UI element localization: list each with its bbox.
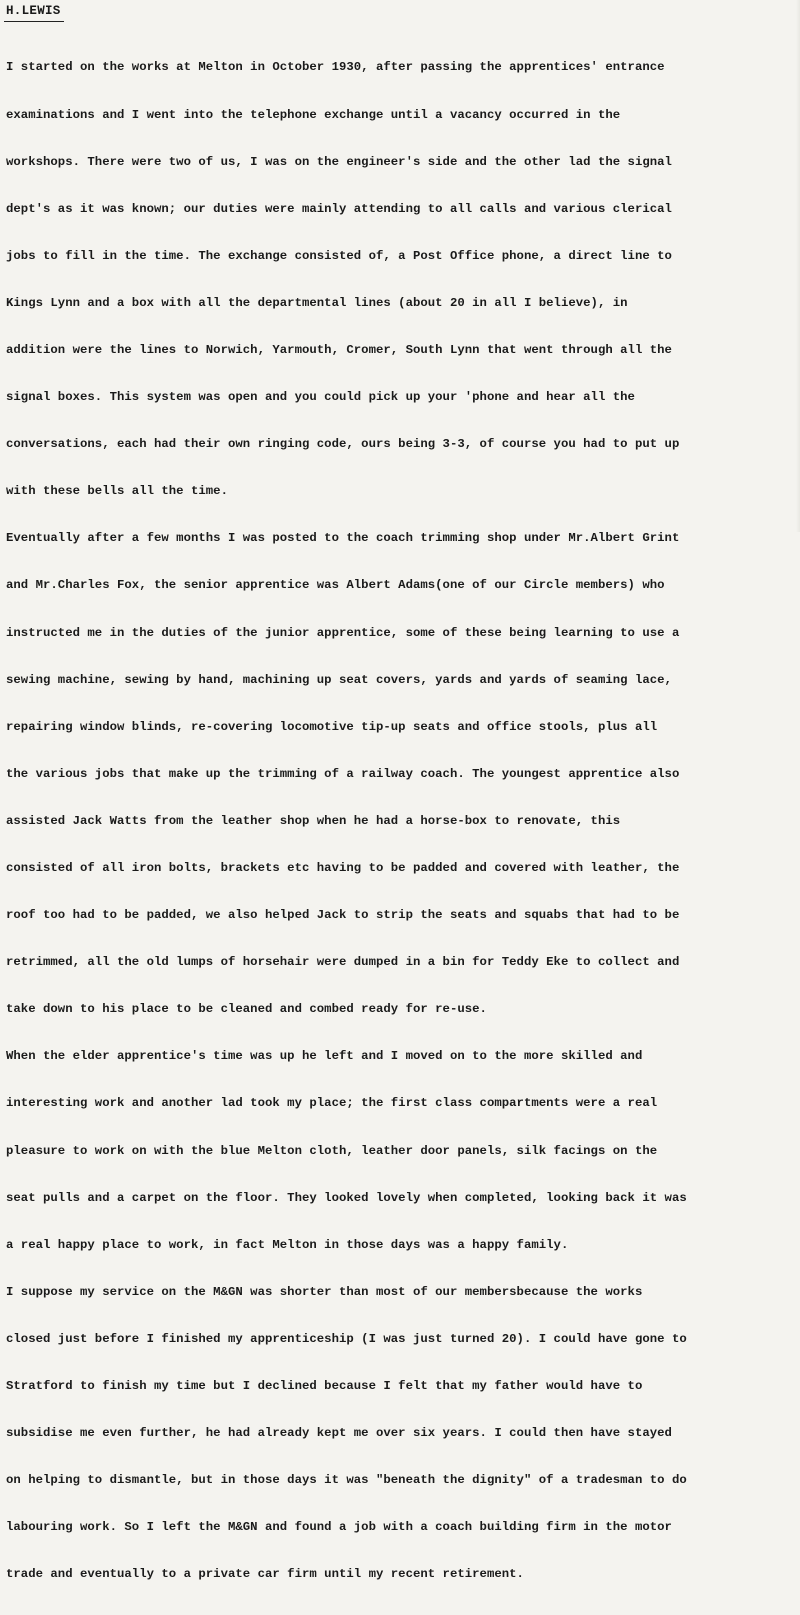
text-line: addition were the lines to Norwich, Yarmouth, Cromer, South Lynn that went through all the [6, 342, 672, 357]
text-line: workshops. There were two of us, I was on the engineer's side and the other lad the signal [6, 154, 672, 169]
text-line: instructed me in the duties of the junior apprentice, some of these being learning to use a [6, 625, 680, 640]
text-line: subsidise me even further, he had already kept me over six years. I could then have stayed [6, 1426, 672, 1441]
text-line: repairing window blinds, re-covering locomotive tip-up seats and office stools, plus all [6, 719, 658, 734]
text-line: signal boxes. This system was open and you could pick up your 'phone and hear all the [6, 390, 635, 405]
text-line: pleasure to work on with the blue Melton cloth, leather door panels, silk facings on the [6, 1143, 658, 1158]
text-line: dept's as it was known; our duties were mainly attending to all calls and various clerical [6, 201, 672, 216]
text-line: a real happy place to work, in fact Melton in those days was a happy family. [6, 1237, 569, 1252]
text-line: on helping to dismantle, but in those days it was "beneath the dignity" of a tradesman to do [6, 1473, 687, 1488]
text-line: interesting work and another lad took my place; the first class compartments were a real [6, 1096, 658, 1111]
text-line: take down to his place to be cleaned and combed ready for re-use. [6, 1002, 487, 1017]
text-line: Kings Lynn and a box with all the departmental lines (about 20 in all I believe), in [6, 295, 628, 310]
text-line: When the elder apprentice's time was up he left and I moved on to the more skilled and [6, 1049, 643, 1064]
text-line: closed just before I finished my apprenticeship (I was just turned 20). I could have gone to [6, 1331, 687, 1346]
text-line: Eventually after a few months I was posted to the coach trimming shop under Mr.Albert Grint [6, 531, 680, 546]
author-heading: H.LEWIS [6, 4, 61, 18]
body-text [6, 29, 796, 1615]
page-edge [796, 0, 800, 532]
heading-underline [4, 21, 64, 22]
text-line: Stratford to finish my time but I declined because I felt that my father would have to [6, 1379, 643, 1394]
text-line: and Mr.Charles Fox, the senior apprentice was Albert Adams(one of our Circle members) who [6, 578, 665, 593]
text-line: with these bells all the time. [6, 484, 228, 499]
text-line: roof too had to be padded, we also helped Jack to strip the seats and squabs that had to be [6, 908, 680, 923]
text-line: labouring work. So I left the M&GN and found a job with a coach building firm in the motor [6, 1520, 672, 1535]
text-line: I suppose my service on the M&GN was shorter than most of our membersbecause the works [6, 1284, 643, 1299]
text-line: I started on the works at Melton in October 1930, after passing the apprentices' entrance [6, 60, 665, 75]
text-line: retrimmed, all the old lumps of horsehair were dumped in a bin for Teddy Eke to collect and [6, 955, 680, 970]
text-line: consisted of all iron bolts, brackets etc having to be padded and covered with leather, the [6, 861, 680, 875]
text-line: assisted Jack Watts from the leather shop when he had a horse-box to renovate, this [6, 813, 621, 828]
text-line: seat pulls and a carpet on the floor. They looked lovely when completed, looking back it was [6, 1190, 687, 1205]
text-line: sewing machine, sewing by hand, machining up seat covers, yards and yards of seaming lace, [6, 672, 672, 687]
text-line: examinations and I went into the telephone exchange until a vacancy occurred in the [6, 107, 621, 122]
text-line: conversations, each had their own ringing code, ours being 3-3, of course you had to put up [6, 437, 680, 452]
text-line: trade and eventually to a private car firm until my recent retirement. [6, 1567, 524, 1582]
text-line: jobs to fill in the time. The exchange consisted of, a Post Office phone, a direct line to [6, 248, 672, 263]
text-line: the various jobs that make up the trimming of a railway coach. The youngest apprentice also [6, 766, 680, 781]
